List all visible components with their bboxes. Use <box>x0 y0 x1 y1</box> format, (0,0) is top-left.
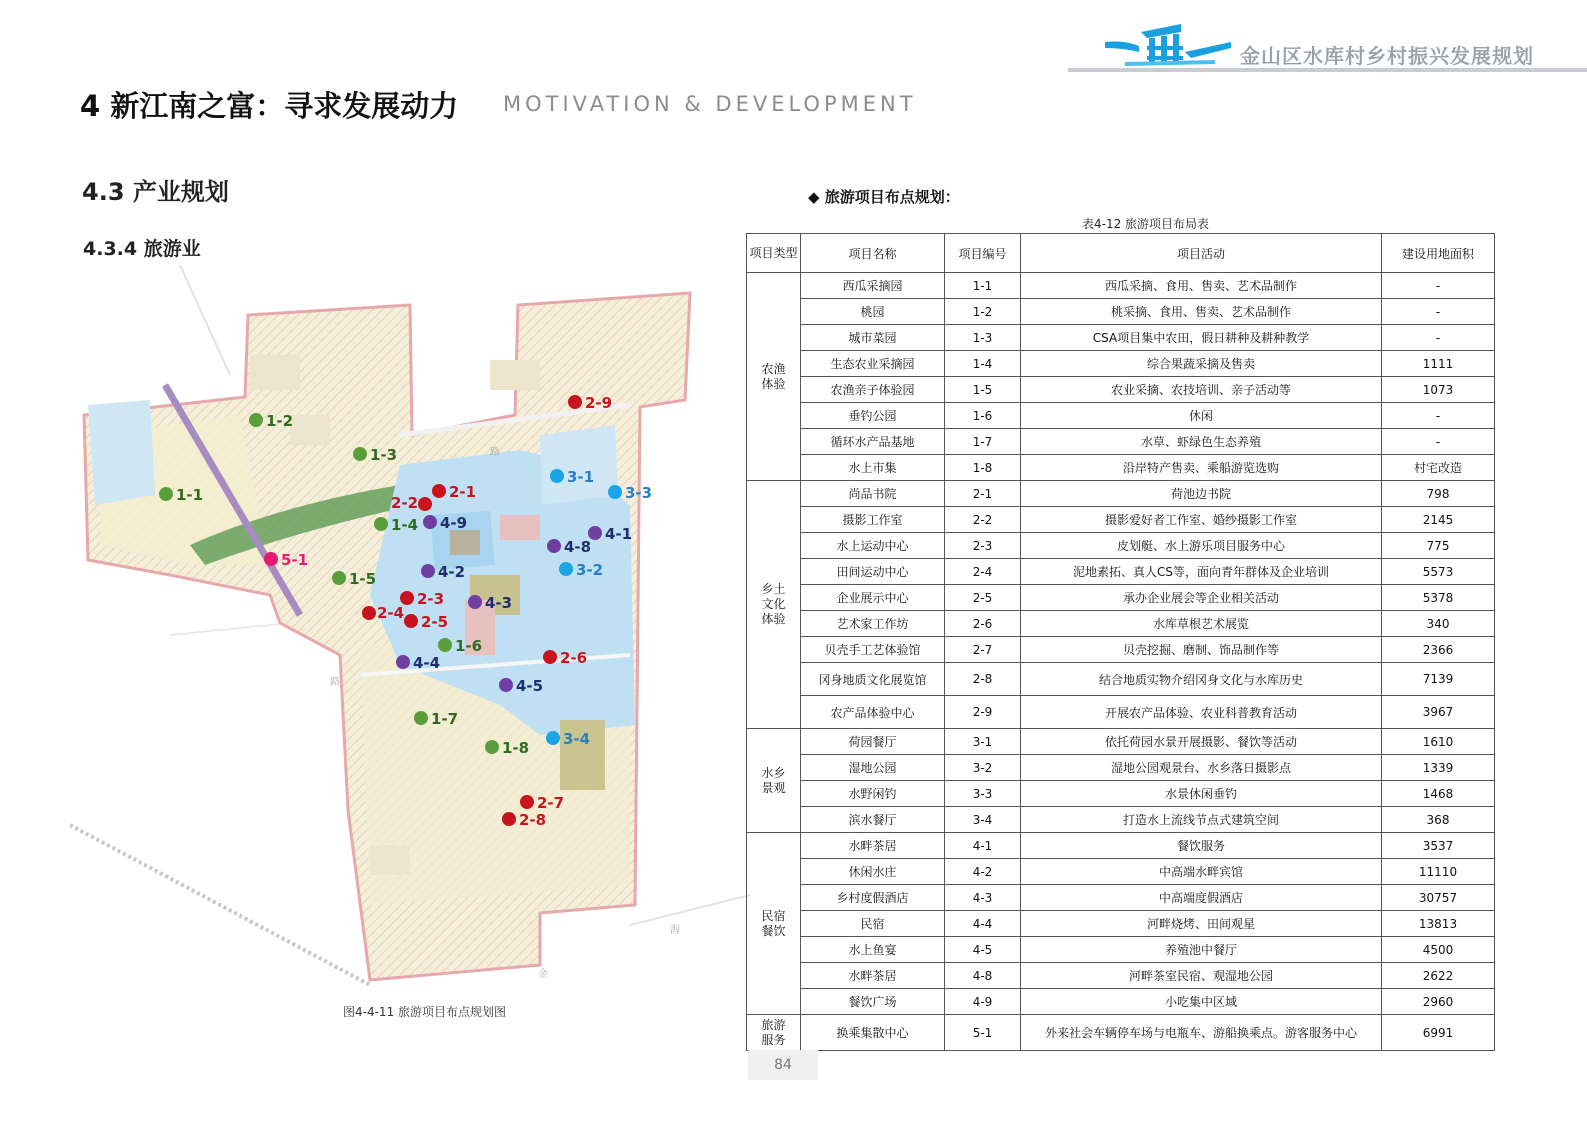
project-activity-cell: 沿岸特产售卖、乘船游览选购 <box>1021 455 1382 481</box>
project-area-cell: 2622 <box>1382 963 1495 989</box>
project-name-cell: 尚品书院 <box>801 481 945 507</box>
marker-dot <box>418 497 432 511</box>
table-row <box>747 455 1495 481</box>
project-activity-cell: 打造水上流线节点式建筑空间 <box>1021 807 1382 833</box>
project-type-cell: 农渔体验 <box>747 273 801 481</box>
marker-label: 2-8 <box>519 811 547 829</box>
marker-dot <box>332 571 346 585</box>
project-code-cell: 5-1 <box>945 1015 1021 1051</box>
table-header-row <box>747 234 1495 273</box>
project-name-cell: 民宿 <box>801 911 945 937</box>
project-area-cell: 6991 <box>1382 1015 1495 1051</box>
marker-dot <box>546 731 560 745</box>
project-name-cell: 滨水餐厅 <box>801 807 945 833</box>
project-area-cell: 5573 <box>1382 559 1495 585</box>
project-activity-cell: 河畔烧烤、田间观星 <box>1021 911 1382 937</box>
project-code-cell: 1-8 <box>945 455 1021 481</box>
project-area-cell: 13813 <box>1382 911 1495 937</box>
project-name-cell: 换乘集散中心 <box>801 1015 945 1051</box>
project-code-cell: 1-5 <box>945 377 1021 403</box>
project-activity-cell: 外来社会车辆停车场与电瓶车、游船换乘点。游客服务中心 <box>1021 1015 1382 1051</box>
project-code-cell: 1-1 <box>945 273 1021 299</box>
marker-label: 4-9 <box>440 514 468 532</box>
marker-dot <box>499 678 513 692</box>
table-row <box>747 507 1495 533</box>
marker-label: 4-3 <box>485 594 513 612</box>
project-area-cell: 2145 <box>1382 507 1495 533</box>
project-code-cell: 3-2 <box>945 755 1021 781</box>
marker-label: 1-5 <box>349 570 377 588</box>
table-row <box>747 403 1495 429</box>
marker-label: 2-3 <box>417 590 445 608</box>
project-area-cell: 1073 <box>1382 377 1495 403</box>
project-name-cell: 循环水产品基地 <box>801 429 945 455</box>
marker-dot <box>432 484 446 498</box>
marker-dot <box>374 517 388 531</box>
project-name-cell: 桃园 <box>801 299 945 325</box>
marker-dot <box>159 487 173 501</box>
project-area-cell: - <box>1382 325 1495 351</box>
marker-dot <box>353 447 367 461</box>
project-code-cell: 1-4 <box>945 351 1021 377</box>
project-name-cell: 水畔茶居 <box>801 963 945 989</box>
table-row <box>747 989 1495 1015</box>
project-code-cell: 2-5 <box>945 585 1021 611</box>
project-name-cell: 垂钓公园 <box>801 403 945 429</box>
project-code-cell: 3-4 <box>945 807 1021 833</box>
column-header: 项目活动 <box>1021 234 1382 273</box>
project-code-cell: 2-8 <box>945 663 1021 696</box>
project-type-cell: 民宿餐饮 <box>747 833 801 1015</box>
marker-dot <box>414 711 428 725</box>
marker-dot <box>468 595 482 609</box>
project-type-cell: 乡土文化体验 <box>747 481 801 729</box>
tourism-project-table <box>746 233 1495 1051</box>
project-code-cell: 1-3 <box>945 325 1021 351</box>
project-activity-cell: 西瓜采摘、食用、售卖、艺术品制作 <box>1021 273 1382 299</box>
table-row <box>747 481 1495 507</box>
svg-text:路: 路 <box>330 677 340 688</box>
project-name-cell: 企业展示中心 <box>801 585 945 611</box>
project-name-cell: 休闲水庄 <box>801 859 945 885</box>
table-row <box>747 1015 1495 1051</box>
marker-label: 1-8 <box>502 739 530 757</box>
table-row <box>747 833 1495 859</box>
project-code-cell: 1-6 <box>945 403 1021 429</box>
project-code-cell: 2-4 <box>945 559 1021 585</box>
marker-label: 3-1 <box>567 468 595 486</box>
table-caption: 表4-12 旅游项目布局表 <box>1082 217 1210 231</box>
table-row <box>747 663 1495 696</box>
table-row <box>747 781 1495 807</box>
project-activity-cell: 泥地素拓、真人CS等，面向青年群体及企业培训 <box>1021 559 1382 585</box>
marker-label: 1-4 <box>391 516 419 534</box>
marker-label: 5-1 <box>281 551 309 569</box>
marker-label: 1-2 <box>266 412 294 430</box>
project-area-cell: 5378 <box>1382 585 1495 611</box>
project-activity-cell: 桃采摘、食用、售卖、艺术品制作 <box>1021 299 1382 325</box>
project-activity-cell: 水景休闲垂钓 <box>1021 781 1382 807</box>
project-code-cell: 2-2 <box>945 507 1021 533</box>
project-area-cell: 1339 <box>1382 755 1495 781</box>
marker-dot <box>396 655 410 669</box>
project-code-cell: 4-2 <box>945 859 1021 885</box>
marker-dot <box>547 539 561 553</box>
marker-label: 1-7 <box>431 710 459 728</box>
project-name-cell: 荷园餐厅 <box>801 729 945 755</box>
project-activity-cell: 餐饮服务 <box>1021 833 1382 859</box>
document-title: 金山区水库村乡村振兴发展规划 <box>1240 44 1534 68</box>
project-code-cell: 4-9 <box>945 989 1021 1015</box>
project-code-cell: 2-9 <box>945 696 1021 729</box>
marker-label: 2-1 <box>449 483 477 501</box>
marker-label: 1-1 <box>176 486 204 504</box>
table-row <box>747 807 1495 833</box>
svg-text:路: 路 <box>490 447 500 458</box>
header-divider <box>1068 68 1587 72</box>
marker-label: 2-9 <box>585 394 613 412</box>
project-code-cell: 2-3 <box>945 533 1021 559</box>
project-activity-cell: 皮划艇、水上游乐项目服务中心 <box>1021 533 1382 559</box>
project-name-cell: 餐饮广场 <box>801 989 945 1015</box>
project-activity-cell: 开展农产品体验、农业科普教育活动 <box>1021 696 1382 729</box>
project-name-cell: 水上鱼宴 <box>801 937 945 963</box>
project-area-cell: 340 <box>1382 611 1495 637</box>
project-area-cell: 4500 <box>1382 937 1495 963</box>
project-name-cell: 贝壳手工艺体验馆 <box>801 637 945 663</box>
svg-text:海: 海 <box>670 925 680 936</box>
marker-label: 3-4 <box>563 730 591 748</box>
project-name-cell: 湿地公园 <box>801 755 945 781</box>
project-area-cell: - <box>1382 299 1495 325</box>
marker-label: 4-2 <box>438 563 466 581</box>
chapter-title: 4 新江南之富：寻求发展动力 <box>80 89 459 123</box>
project-activity-cell: 依托荷园水景开展摄影、餐饮等活动 <box>1021 729 1382 755</box>
marker-dot <box>543 650 557 664</box>
table-row <box>747 351 1495 377</box>
subsection-title: 4.3.4 旅游业 <box>83 238 201 260</box>
marker-dot <box>438 638 452 652</box>
project-code-cell: 4-1 <box>945 833 1021 859</box>
table-row <box>747 559 1495 585</box>
project-area-cell: 3537 <box>1382 833 1495 859</box>
page-number: 84 <box>748 1050 818 1080</box>
project-area-cell: 11110 <box>1382 859 1495 885</box>
marker-dot <box>421 564 435 578</box>
table-row <box>747 637 1495 663</box>
marker-dot <box>485 740 499 754</box>
map-marker-2-4 <box>362 604 404 622</box>
marker-label: 2-4 <box>377 604 405 622</box>
project-name-cell: 水上运动中心 <box>801 533 945 559</box>
project-activity-cell: 摄影爱好者工作室、婚纱摄影工作室 <box>1021 507 1382 533</box>
table-row <box>747 273 1495 299</box>
table-heading: ◆ 旅游项目布点规划： <box>808 188 960 206</box>
marker-dot <box>400 591 414 605</box>
project-code-cell: 2-7 <box>945 637 1021 663</box>
marker-label: 3-2 <box>576 561 604 579</box>
table-row <box>747 911 1495 937</box>
project-name-cell: 冈身地质文化展览馆 <box>801 663 945 696</box>
column-header: 项目编号 <box>945 234 1021 273</box>
table-row <box>747 963 1495 989</box>
project-name-cell: 水畔茶居 <box>801 833 945 859</box>
marker-dot <box>550 469 564 483</box>
marker-dot <box>404 614 418 628</box>
column-header: 项目类型 <box>747 234 801 273</box>
marker-label: 2-2 <box>391 494 419 512</box>
table-row <box>747 729 1495 755</box>
project-area-cell: 7139 <box>1382 663 1495 696</box>
project-type-cell: 水乡景观 <box>747 729 801 833</box>
project-name-cell: 城市菜园 <box>801 325 945 351</box>
table-row <box>747 585 1495 611</box>
project-area-cell: 1610 <box>1382 729 1495 755</box>
marker-dot <box>249 413 263 427</box>
project-name-cell: 田间运动中心 <box>801 559 945 585</box>
brand-logo-icon <box>1105 22 1235 68</box>
project-code-cell: 4-8 <box>945 963 1021 989</box>
project-activity-cell: 休闲 <box>1021 403 1382 429</box>
table-row <box>747 755 1495 781</box>
project-area-cell: 1468 <box>1382 781 1495 807</box>
section-title: 4.3 产业规划 <box>82 178 229 206</box>
project-code-cell: 4-5 <box>945 937 1021 963</box>
table-row <box>747 696 1495 729</box>
chapter-subtitle: MOTIVATION & DEVELOPMENT <box>503 92 917 116</box>
marker-label: 1-6 <box>455 637 483 655</box>
marker-label: 4-8 <box>564 538 592 556</box>
project-name-cell: 农产品体验中心 <box>801 696 945 729</box>
table-row <box>747 611 1495 637</box>
marker-dot <box>520 795 534 809</box>
project-area-cell: 2366 <box>1382 637 1495 663</box>
marker-label: 4-1 <box>605 525 633 543</box>
project-activity-cell: 中高端度假酒店 <box>1021 885 1382 911</box>
project-name-cell: 乡村度假酒店 <box>801 885 945 911</box>
project-activity-cell: 荷池边书院 <box>1021 481 1382 507</box>
marker-label: 4-5 <box>516 677 544 695</box>
table-row <box>747 299 1495 325</box>
table-row <box>747 325 1495 351</box>
table-row <box>747 885 1495 911</box>
column-header: 建设用地面积 <box>1382 234 1495 273</box>
project-code-cell: 3-1 <box>945 729 1021 755</box>
project-activity-cell: 贝壳挖掘、磨制、饰品制作等 <box>1021 637 1382 663</box>
project-activity-cell: 湿地公园观景台、水乡落日摄影点 <box>1021 755 1382 781</box>
project-code-cell: 2-6 <box>945 611 1021 637</box>
project-name-cell: 艺术家工作坊 <box>801 611 945 637</box>
svg-text:金: 金 <box>538 969 548 980</box>
project-code-cell: 3-3 <box>945 781 1021 807</box>
project-area-cell: 村宅改造 <box>1382 455 1495 481</box>
table-row <box>747 377 1495 403</box>
marker-dot <box>608 485 622 499</box>
marker-label: 3-3 <box>625 484 653 502</box>
project-code-cell: 4-3 <box>945 885 1021 911</box>
marker-dot <box>559 562 573 576</box>
table-row <box>747 533 1495 559</box>
project-activity-cell: 小吃集中区域 <box>1021 989 1382 1015</box>
project-name-cell: 农渔亲子体验园 <box>801 377 945 403</box>
project-activity-cell: 河畔茶室民宿、观湿地公园 <box>1021 963 1382 989</box>
marker-label: 1-3 <box>370 446 398 464</box>
column-header: 项目名称 <box>801 234 945 273</box>
project-activity-cell: 中高端水畔宾馆 <box>1021 859 1382 885</box>
project-code-cell: 4-4 <box>945 911 1021 937</box>
marker-dot <box>568 395 582 409</box>
project-name-cell: 水上市集 <box>801 455 945 481</box>
project-name-cell: 摄影工作室 <box>801 507 945 533</box>
project-name-cell: 水野闲钓 <box>801 781 945 807</box>
project-code-cell: 1-2 <box>945 299 1021 325</box>
marker-label: 2-7 <box>537 794 565 812</box>
project-activity-cell: CSA项目集中农田，假日耕种及耕种教学 <box>1021 325 1382 351</box>
project-area-cell: - <box>1382 429 1495 455</box>
project-area-cell: - <box>1382 273 1495 299</box>
tourism-layout-map <box>70 265 750 1005</box>
project-type-cell: 旅游服务 <box>747 1015 801 1051</box>
project-area-cell: - <box>1382 403 1495 429</box>
map-caption: 图4-4-11 旅游项目布点规划图 <box>343 1005 507 1019</box>
marker-dot <box>502 812 516 826</box>
project-activity-cell: 结合地质实物介绍冈身文化与水库历史 <box>1021 663 1382 696</box>
marker-label: 2-6 <box>560 649 588 667</box>
project-activity-cell: 水库草根艺术展览 <box>1021 611 1382 637</box>
project-area-cell: 775 <box>1382 533 1495 559</box>
project-code-cell: 1-7 <box>945 429 1021 455</box>
project-area-cell: 798 <box>1382 481 1495 507</box>
project-area-cell: 368 <box>1382 807 1495 833</box>
marker-label: 4-4 <box>413 654 441 672</box>
project-area-cell: 3967 <box>1382 696 1495 729</box>
table-row <box>747 429 1495 455</box>
table-row <box>747 937 1495 963</box>
project-activity-cell: 水草、虾绿色生态养殖 <box>1021 429 1382 455</box>
marker-dot <box>423 515 437 529</box>
project-area-cell: 30757 <box>1382 885 1495 911</box>
project-activity-cell: 承办企业展会等企业相关活动 <box>1021 585 1382 611</box>
project-name-cell: 西瓜采摘园 <box>801 273 945 299</box>
marker-dot <box>362 606 376 620</box>
project-area-cell: 1111 <box>1382 351 1495 377</box>
table-row <box>747 859 1495 885</box>
project-code-cell: 2-1 <box>945 481 1021 507</box>
project-activity-cell: 养殖池中餐厅 <box>1021 937 1382 963</box>
marker-label: 2-5 <box>421 613 449 631</box>
project-area-cell: 2960 <box>1382 989 1495 1015</box>
project-activity-cell: 农业采摘、农技培训、亲子活动等 <box>1021 377 1382 403</box>
project-activity-cell: 综合果蔬采摘及售卖 <box>1021 351 1382 377</box>
marker-dot <box>264 552 278 566</box>
project-name-cell: 生态农业采摘园 <box>801 351 945 377</box>
